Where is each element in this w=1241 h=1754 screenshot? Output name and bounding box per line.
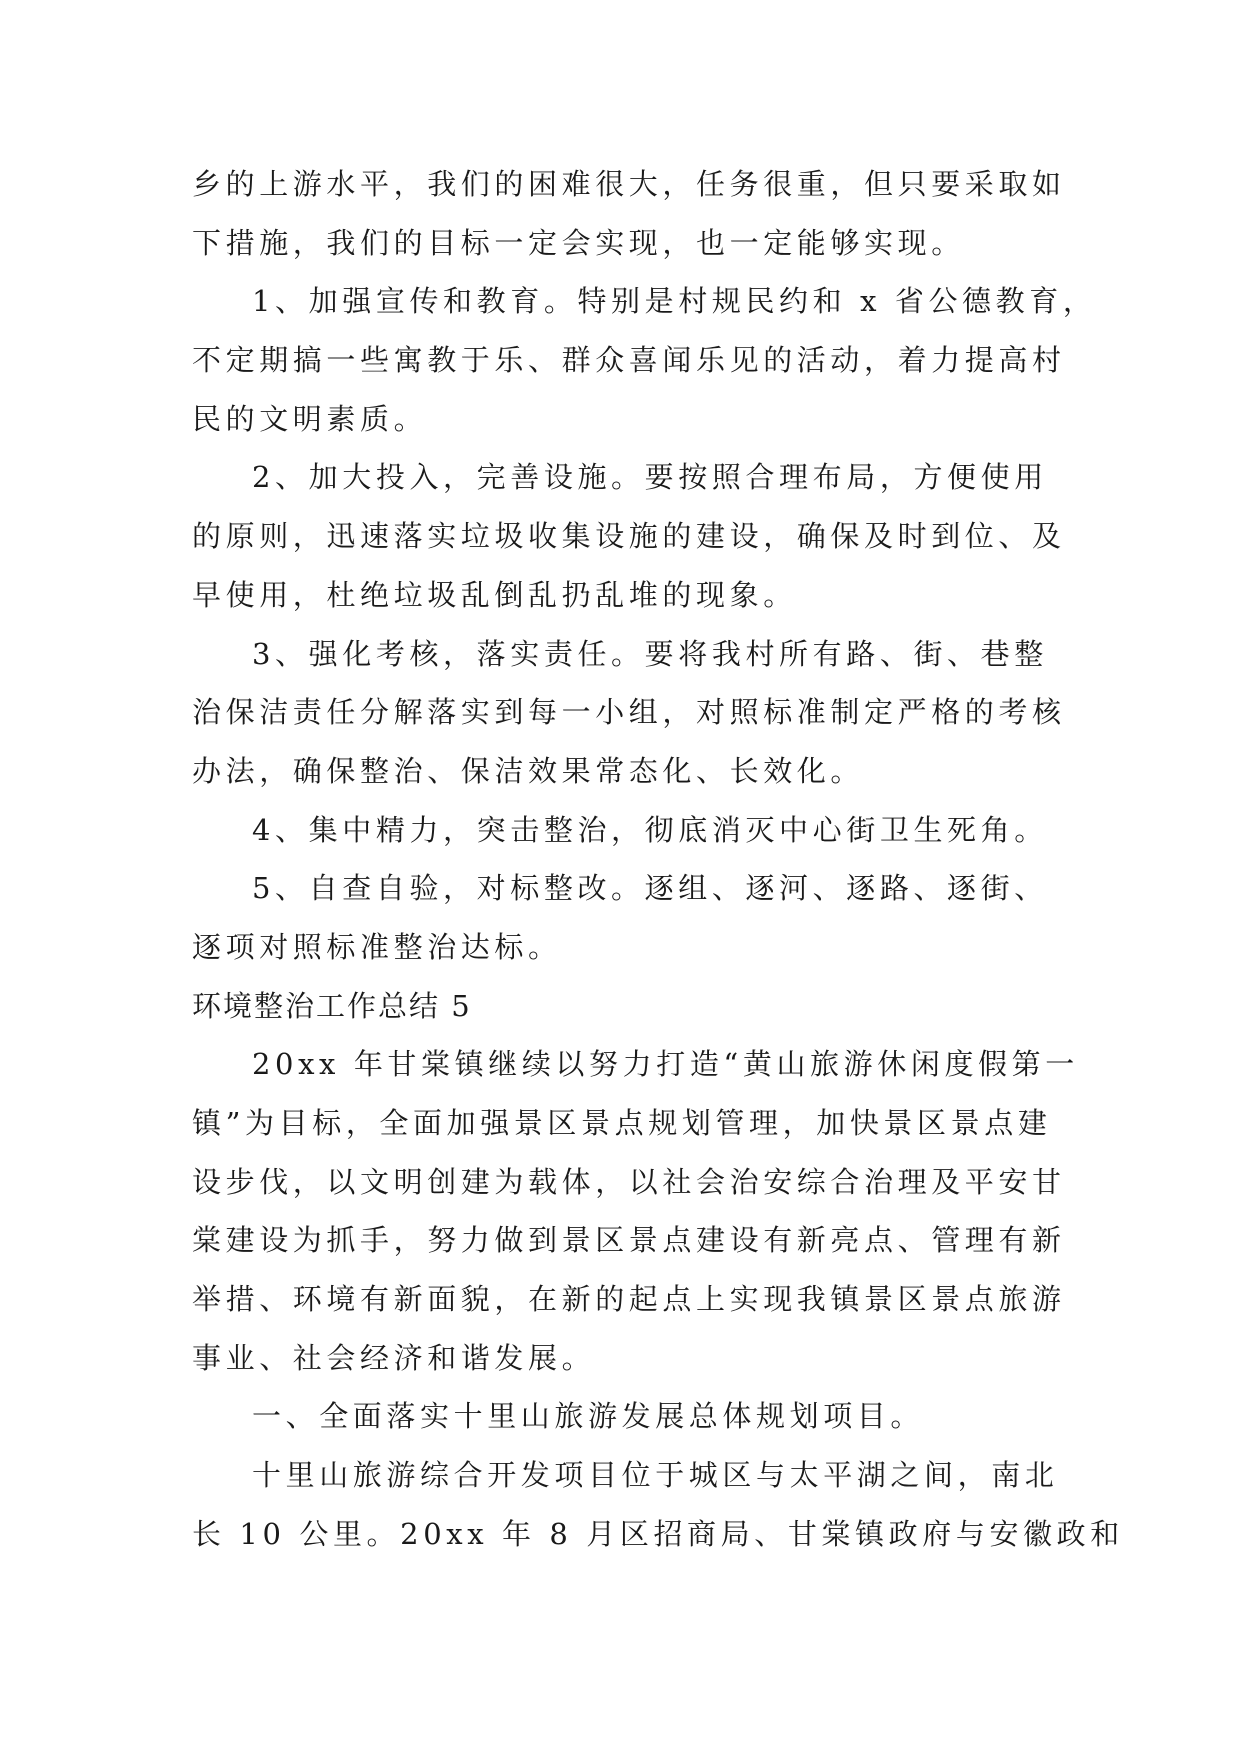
text-line: 乡的上游水平，我们的困难很大，任务很重，但只要采取如 (192, 167, 1066, 201)
list-item-5: 5、自查自验，对标整改。逐组、逐河、逐路、逐街、 (252, 871, 1048, 906)
document-body (192, 155, 1124, 1564)
text-line: 的原则，迅速落实垃圾收集设施的建设，确保及时到位、及 (192, 519, 1066, 554)
text-line: 民的文明素质。 (192, 401, 428, 436)
subsection-heading: 一、全面落实十里山旅游发展总体规划项目。 (252, 1399, 925, 1434)
text-line: 早使用，杜绝垃圾乱倒乱扔乱堆的现象。 (192, 577, 797, 612)
text-line: 长 10 公里。20xx 年 8 月区招商局、甘棠镇政府与安徽政和 (192, 1516, 1124, 1551)
list-item-1: 1、加强宣传和教育。特别是村规民约和 x 省公德教育， (252, 284, 1097, 319)
text-line: 镇”为目标，全面加强景区景点规划管理，加快景区景点建 (192, 1106, 1052, 1140)
text-line: 下措施，我们的目标一定会实现，也一定能够实现。 (192, 225, 965, 260)
section-heading: 环境整治工作总结 5 (192, 988, 472, 1023)
text-line: 办法，确保整治、保洁效果常态化、长效化。 (192, 753, 865, 788)
text-line: 事业、社会经济和谐发展。 (192, 1340, 596, 1375)
text-line: 举措、环境有新面貌，在新的起点上实现我镇景区景点旅游 (192, 1282, 1066, 1317)
paragraph-start: 20xx 年甘棠镇继续以努力打造“黄山旅游休闲度假第一 (252, 1047, 1079, 1082)
text-line: 棠建设为抓手，努力做到景区景点建设有新亮点、管理有新 (192, 1223, 1066, 1258)
text-line: 不定期搞一些寓教于乐、群众喜闻乐见的活动，着力提高村 (192, 343, 1066, 378)
list-item-3: 3、强化考核，落实责任。要将我村所有路、街、巷整 (252, 636, 1048, 671)
list-item-2: 2、加大投入，完善设施。要按照合理布局，方便使用 (252, 460, 1048, 495)
list-item-4: 4、集中精力，突击整治，彻底消灭中心街卫生死角。 (252, 812, 1048, 847)
text-line: 逐项对照标准整治达标。 (192, 929, 562, 964)
text-line: 治保洁责任分解落实到每一小组，对照标准制定严格的考核 (192, 695, 1066, 730)
text-line: 设步伐，以文明创建为载体，以社会治安综合治理及平安甘 (192, 1164, 1066, 1199)
paragraph-start: 十里山旅游综合开发项目位于城区与太平湖之间，南北 (252, 1458, 1059, 1493)
